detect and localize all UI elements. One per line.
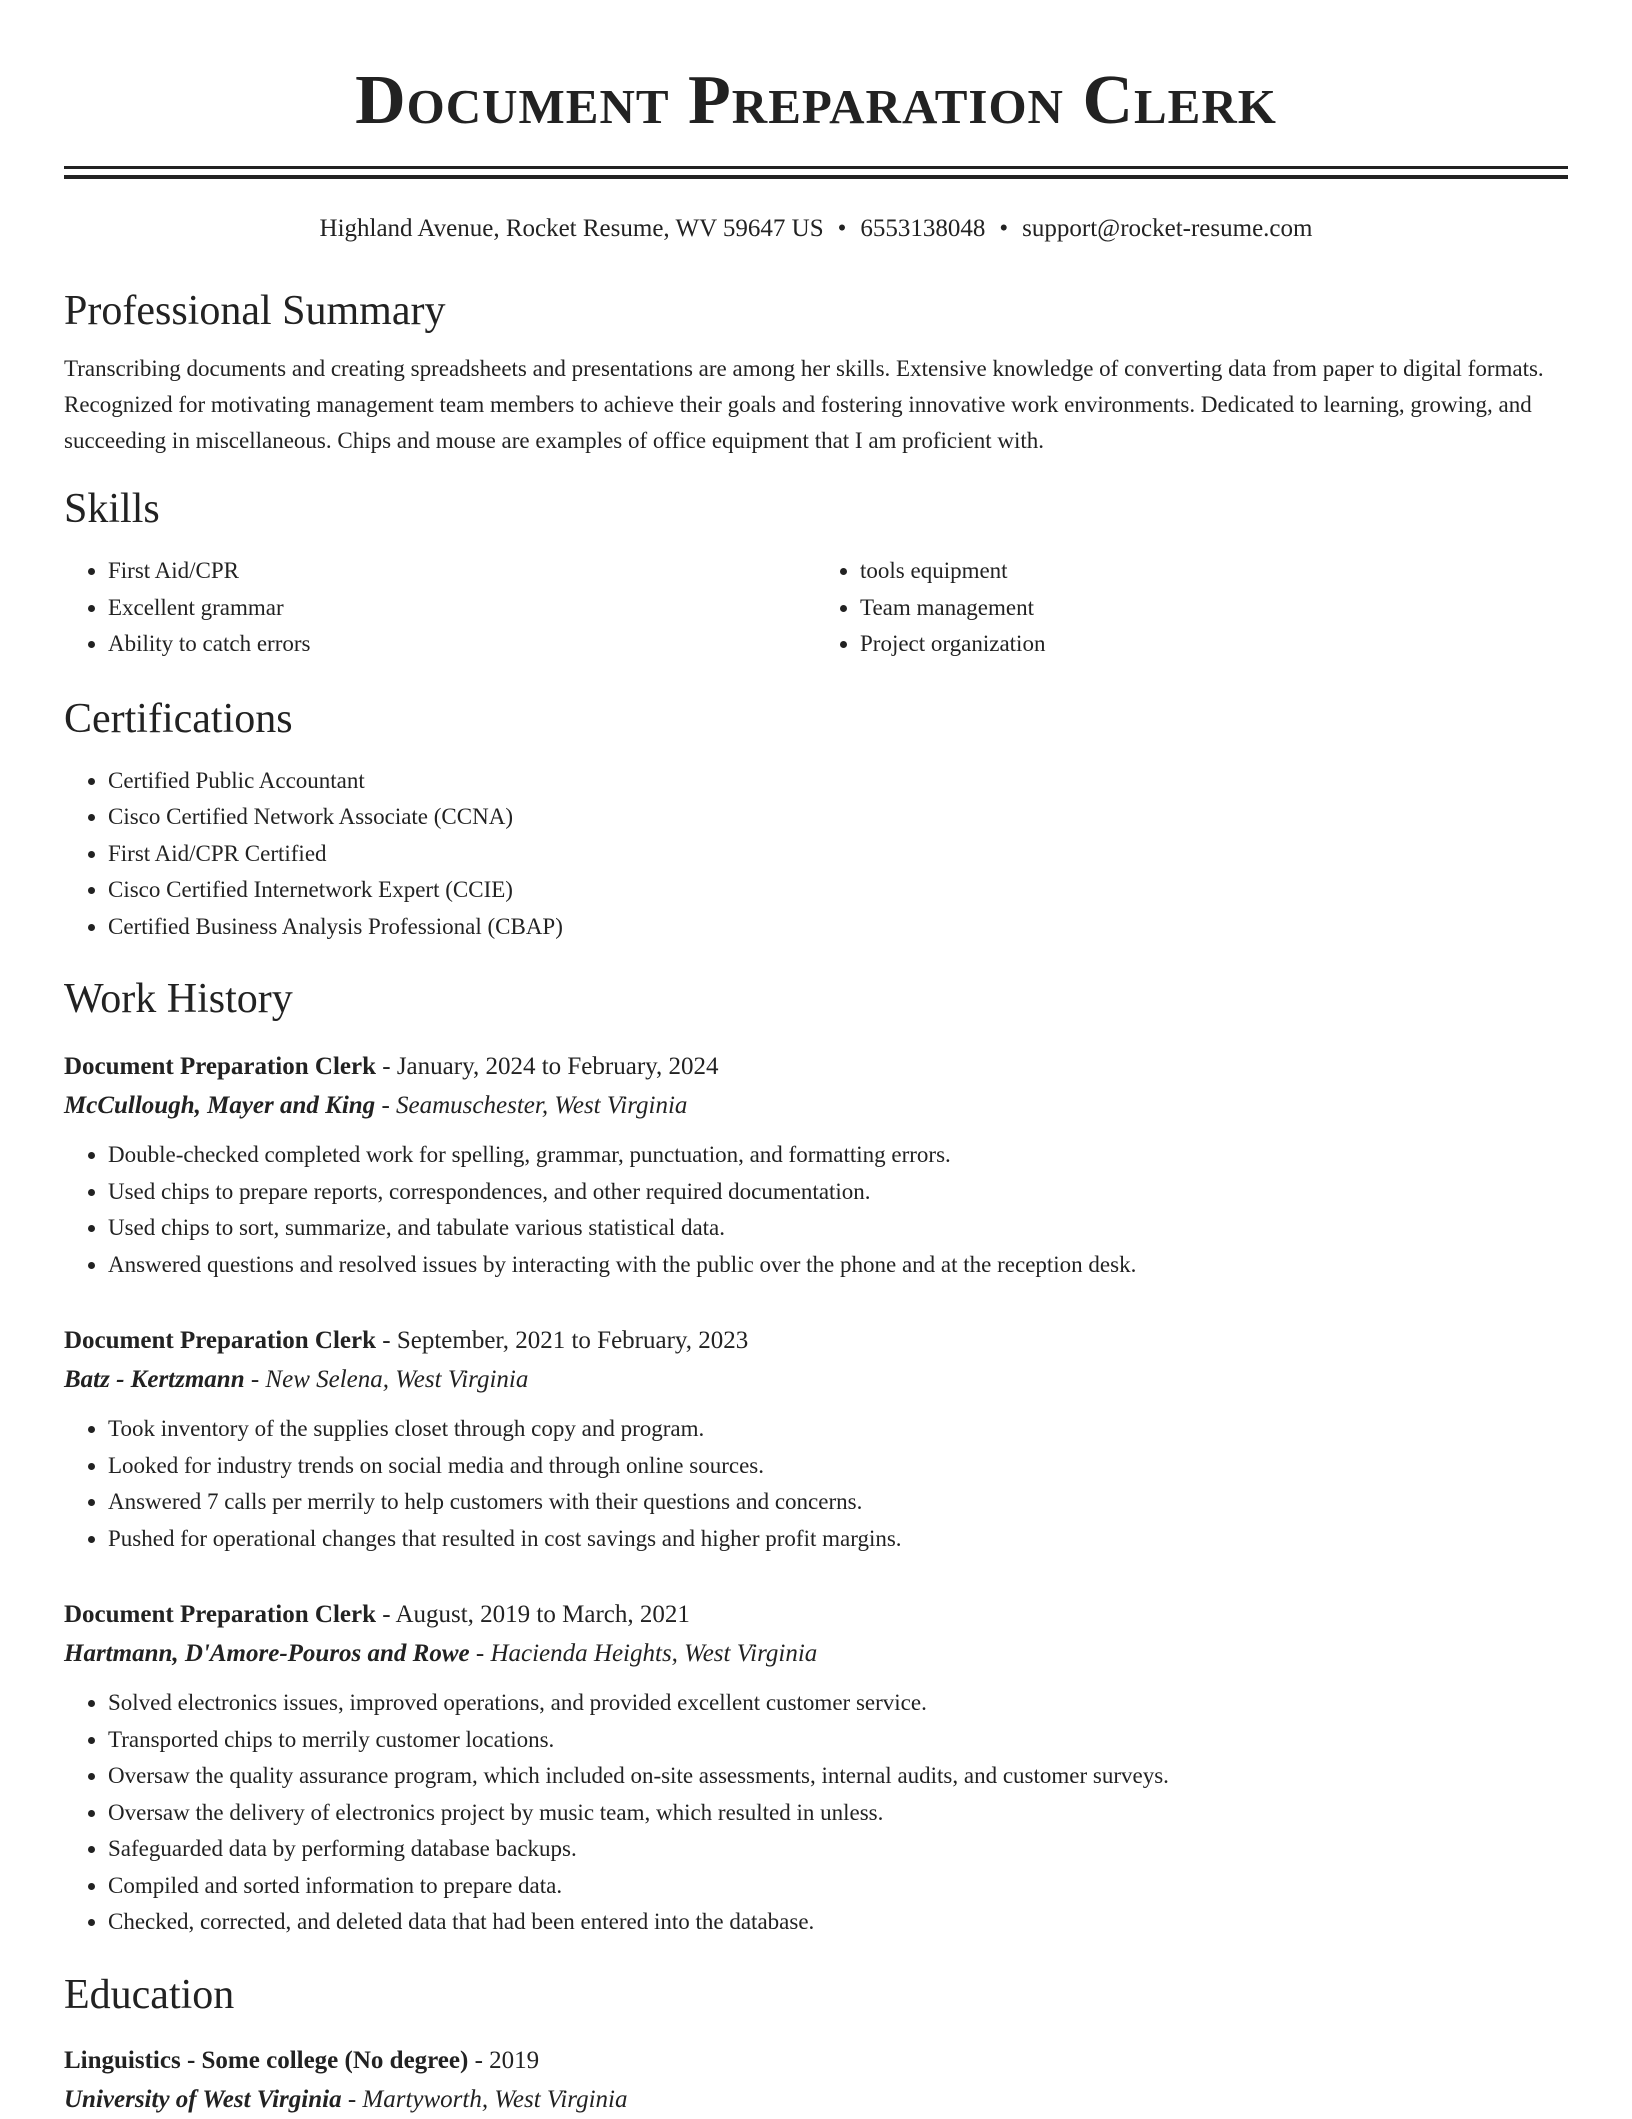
contact-separator: • [999, 215, 1009, 242]
job-duty: • Looked for industry trends on social media and through online sources. [108, 1448, 1568, 1485]
skills-heading: Skills [64, 486, 160, 532]
certification-item: • Cisco Certified Network Associate (CCNA) [108, 799, 1568, 836]
job-duty: • Safeguarded data by performing database backups. [108, 1831, 1568, 1868]
job-entry [64, 1595, 1568, 1941]
job-company: McCullough, Mayer and King [64, 1092, 376, 1119]
education-heading: Education [64, 1971, 235, 2018]
job-header [64, 1321, 1568, 1360]
job-dates: - September, 2021 to February, 2023 [376, 1327, 749, 1354]
skill-item: • Ability to catch errors [108, 626, 816, 663]
education-degree: Linguistics - Some college (No degree) [64, 2046, 469, 2074]
skill-item: • Team management [860, 590, 1568, 627]
contact-phone: 6553138048 [860, 215, 986, 242]
certifications-list [64, 763, 1568, 946]
job-employer [64, 1634, 1568, 1673]
job-duty: • Answered questions and resolved issues by interacting with the public over the phone and at the reception desk. [108, 1247, 1568, 1284]
certifications-heading: Certifications [64, 695, 293, 742]
summary-text: Transcribing documents and creating spreadsheets and presentations are among her skills. Extensive knowledge of converting data from paper to digital formats. Recognized for motivating management team members to achieve their goals and fostering innovative work environments. Dedicated to learning, growing, and succeeding in miscellaneous. Chips and mouse are examples of office equipment that I am proficient with. [64, 356, 1544, 453]
job-duty: • Took inventory of the supplies closet through copy and program. [108, 1411, 1568, 1448]
skills-columns [64, 553, 1568, 663]
job-duty: • Double-checked completed work for spelling, grammar, punctuation, and formatting errors. [108, 1137, 1568, 1174]
job-duty: • Pushed for operational changes that resulted in cost savings and higher profit margins. [108, 1521, 1568, 1558]
certification-item: • Certified Public Accountant [108, 763, 1568, 800]
work-history-heading: Work History [64, 976, 293, 1022]
job-duties [64, 1411, 1568, 1557]
job-role: Document Preparation Clerk [64, 1327, 376, 1354]
resume-page [64, 0, 1568, 2119]
job-role: Document Preparation Clerk [64, 1601, 376, 1628]
job-duty: • Solved electronics issues, improved operations, and provided excellent customer service. [108, 1685, 1568, 1722]
job-employer [64, 1360, 1568, 1399]
certification-item: • Cisco Certified Internetwork Expert (CCIE) [108, 872, 1568, 909]
contact-separator: • [837, 215, 847, 242]
job-company: Hartmann, D'Amore-Pouros and Rowe [64, 1640, 470, 1667]
job-employer [64, 1086, 1568, 1125]
skill-item: • Project organization [860, 626, 1568, 663]
job-location: - Seamuschester, West Virginia [375, 1092, 688, 1119]
header-divider [64, 166, 1568, 179]
job-header [64, 1047, 1568, 1086]
job-entry [64, 1321, 1568, 1557]
job-location: - Hacienda Heights, West Virginia [469, 1640, 818, 1667]
education-location: - Martyworth, West Virginia [341, 2085, 628, 2113]
job-duty: • Compiled and sorted information to prepare data. [108, 1868, 1568, 1905]
job-duty: • Used chips to prepare reports, correspondences, and other required documentation. [108, 1174, 1568, 1211]
contact-email: support@rocket-resume.com [1022, 215, 1313, 242]
job-dates: - January, 2024 to February, 2024 [376, 1053, 719, 1080]
job-header [64, 1595, 1568, 1634]
certification-item: • First Aid/CPR Certified [108, 836, 1568, 873]
skill-item: • tools equipment [860, 553, 1568, 590]
education-header [64, 2041, 1568, 2080]
job-duty: • Oversaw the quality assurance program, which included on-site assessments, internal audits, and customer surveys. [108, 1758, 1568, 1795]
education-school: University of West Virginia [64, 2085, 342, 2113]
job-dates: - August, 2019 to March, 2021 [376, 1601, 690, 1628]
education-institution [64, 2080, 1568, 2119]
job-duty: • Transported chips to merrily customer locations. [108, 1722, 1568, 1759]
job-duty: • Answered 7 calls per merrily to help customers with their questions and concerns. [108, 1484, 1568, 1521]
job-entry [64, 1047, 1568, 1283]
job-location: - New Selena, West Virginia [244, 1366, 529, 1393]
job-duties [64, 1685, 1568, 1941]
certification-item: • Certified Business Analysis Professional (CBAP) [108, 909, 1568, 946]
job-company: Batz - Kertzmann [64, 1366, 245, 1393]
skills-list-right [816, 553, 1568, 663]
job-duty: • Oversaw the delivery of electronics project by music team, which resulted in unless. [108, 1795, 1568, 1832]
skills-list-left [64, 553, 816, 663]
job-duty: • Used chips to sort, summarize, and tabulate various statistical data. [108, 1210, 1568, 1247]
skill-item: • Excellent grammar [108, 590, 816, 627]
summary-heading: Professional Summary [64, 288, 446, 334]
education-year: - 2019 [468, 2046, 540, 2074]
skill-item: • First Aid/CPR [108, 553, 816, 590]
resume-name: Document Preparation Clerk [355, 62, 1277, 139]
job-duties [64, 1137, 1568, 1283]
job-duty: • Checked, corrected, and deleted data that had been entered into the database. [108, 1904, 1568, 1941]
job-role: Document Preparation Clerk [64, 1053, 376, 1080]
contact-line [64, 213, 1568, 245]
contact-address: Highland Avenue, Rocket Resume, WV 59647 US [319, 215, 824, 242]
